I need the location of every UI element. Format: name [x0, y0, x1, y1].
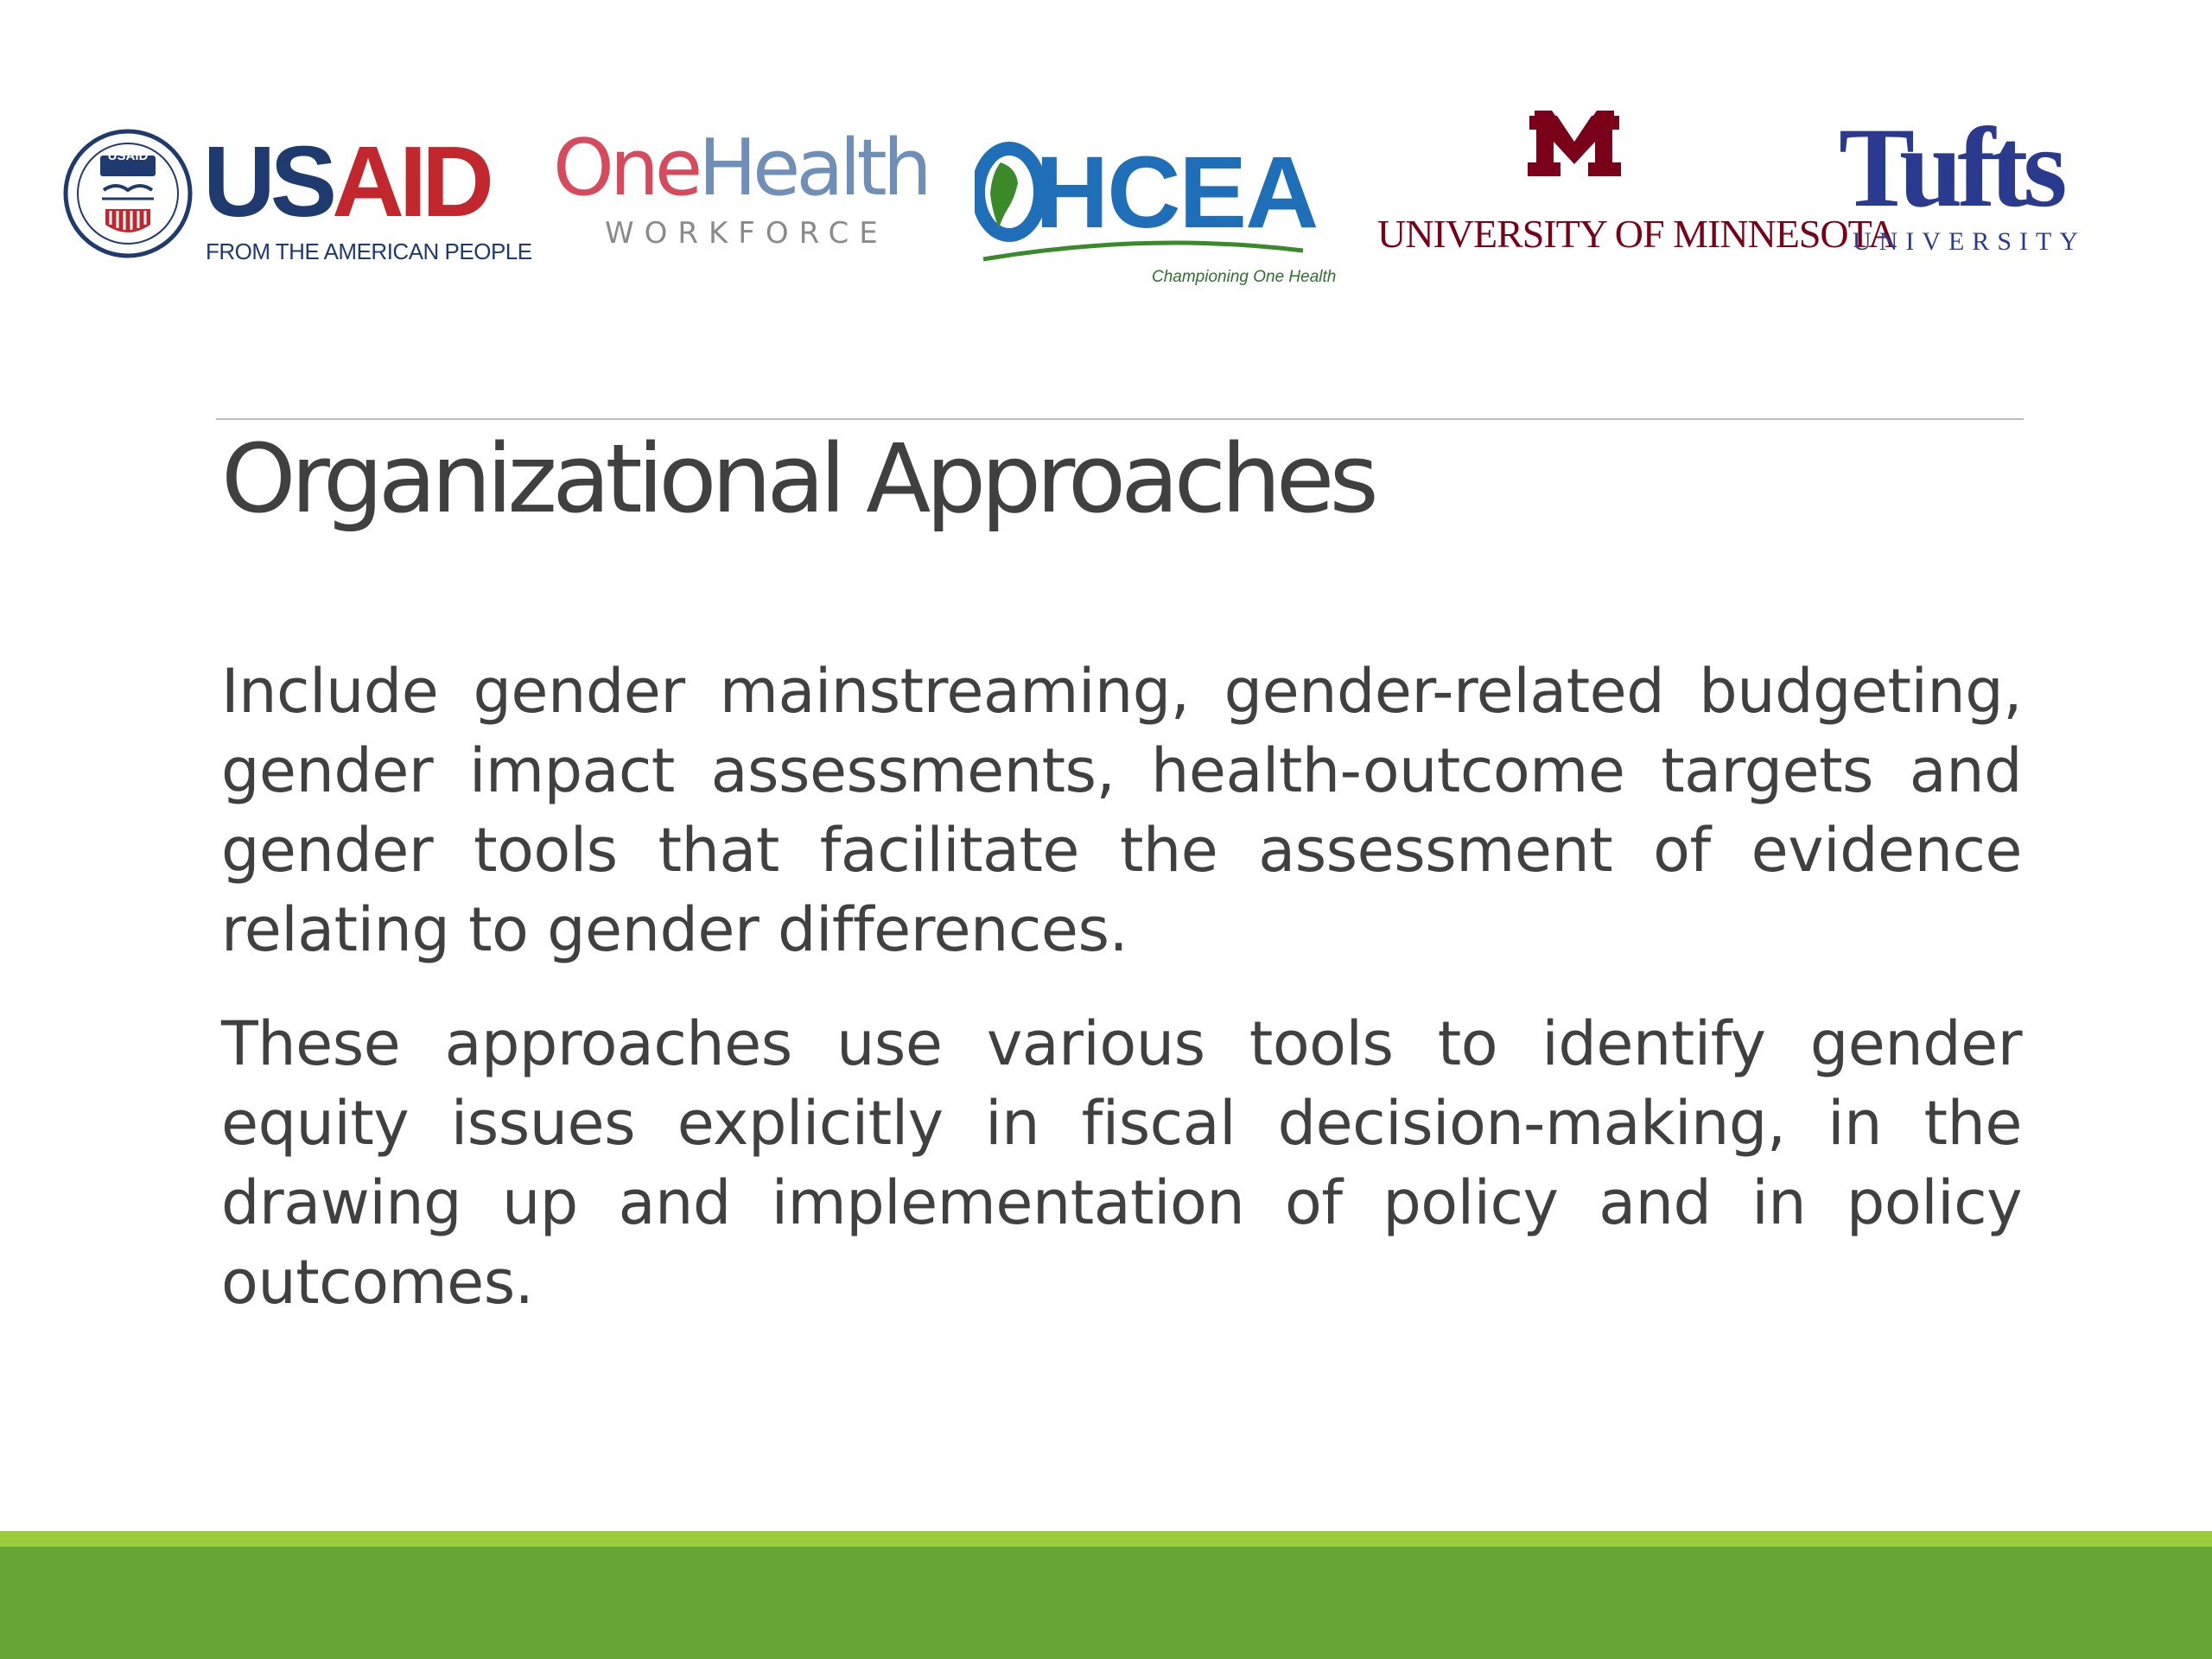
one-health-subtitle: WORKFORCE	[605, 216, 888, 251]
ohcea-tagline: Championing One Health	[1152, 268, 1337, 286]
minnesota-m-icon	[1528, 111, 1621, 176]
one-health-wordmark	[553, 123, 928, 213]
body-paragraph-1: Include gender mainstreaming, gender-related budgeting, gender impact assessments, health-outcome targets and gender tools that facilitate the assessment of evidence relating to gender differences.	[221, 656, 2022, 965]
university-of-minnesota-logo	[1374, 111, 1897, 257]
usaid-seal-label: USAID	[107, 149, 149, 163]
usaid-seal-icon	[62, 116, 194, 271]
usaid-logo	[62, 107, 532, 271]
one-health-workforce-logo	[553, 123, 928, 268]
title-divider	[216, 418, 2024, 420]
usaid-wordmark-us: US	[203, 125, 333, 238]
footer-band-light	[0, 1531, 2212, 1547]
tufts-subtitle: UNIVERSITY	[1853, 227, 2086, 256]
slide-title: Organizational Approaches	[221, 423, 1374, 534]
footer-band-dark	[0, 1547, 2212, 1659]
minnesota-wordmark: UNIVERSITY OF MINNESOTA	[1377, 212, 1897, 256]
tufts-university-logo	[1839, 104, 2086, 257]
ohcea-wordmark: HCEA	[1035, 136, 1318, 250]
one-health-word-health: Health	[698, 123, 928, 213]
usaid-tagline: FROM THE AMERICAN PEOPLE	[206, 238, 532, 264]
body-paragraph-2: These approaches use various tools to identify gender equity issues explicitly in fiscal decision-making, in the drawing up and implementation of policy and in policy outcomes.	[221, 1008, 2022, 1318]
usaid-wordmark	[203, 125, 489, 238]
ohcea-logo	[975, 130, 1337, 286]
slide-body	[221, 652, 2022, 1357]
one-health-word-one: One	[553, 123, 699, 213]
usaid-wordmark-aid: AID	[332, 125, 489, 238]
partner-logo-strip	[0, 95, 2212, 285]
tufts-wordmark: Tufts	[1839, 104, 2063, 231]
